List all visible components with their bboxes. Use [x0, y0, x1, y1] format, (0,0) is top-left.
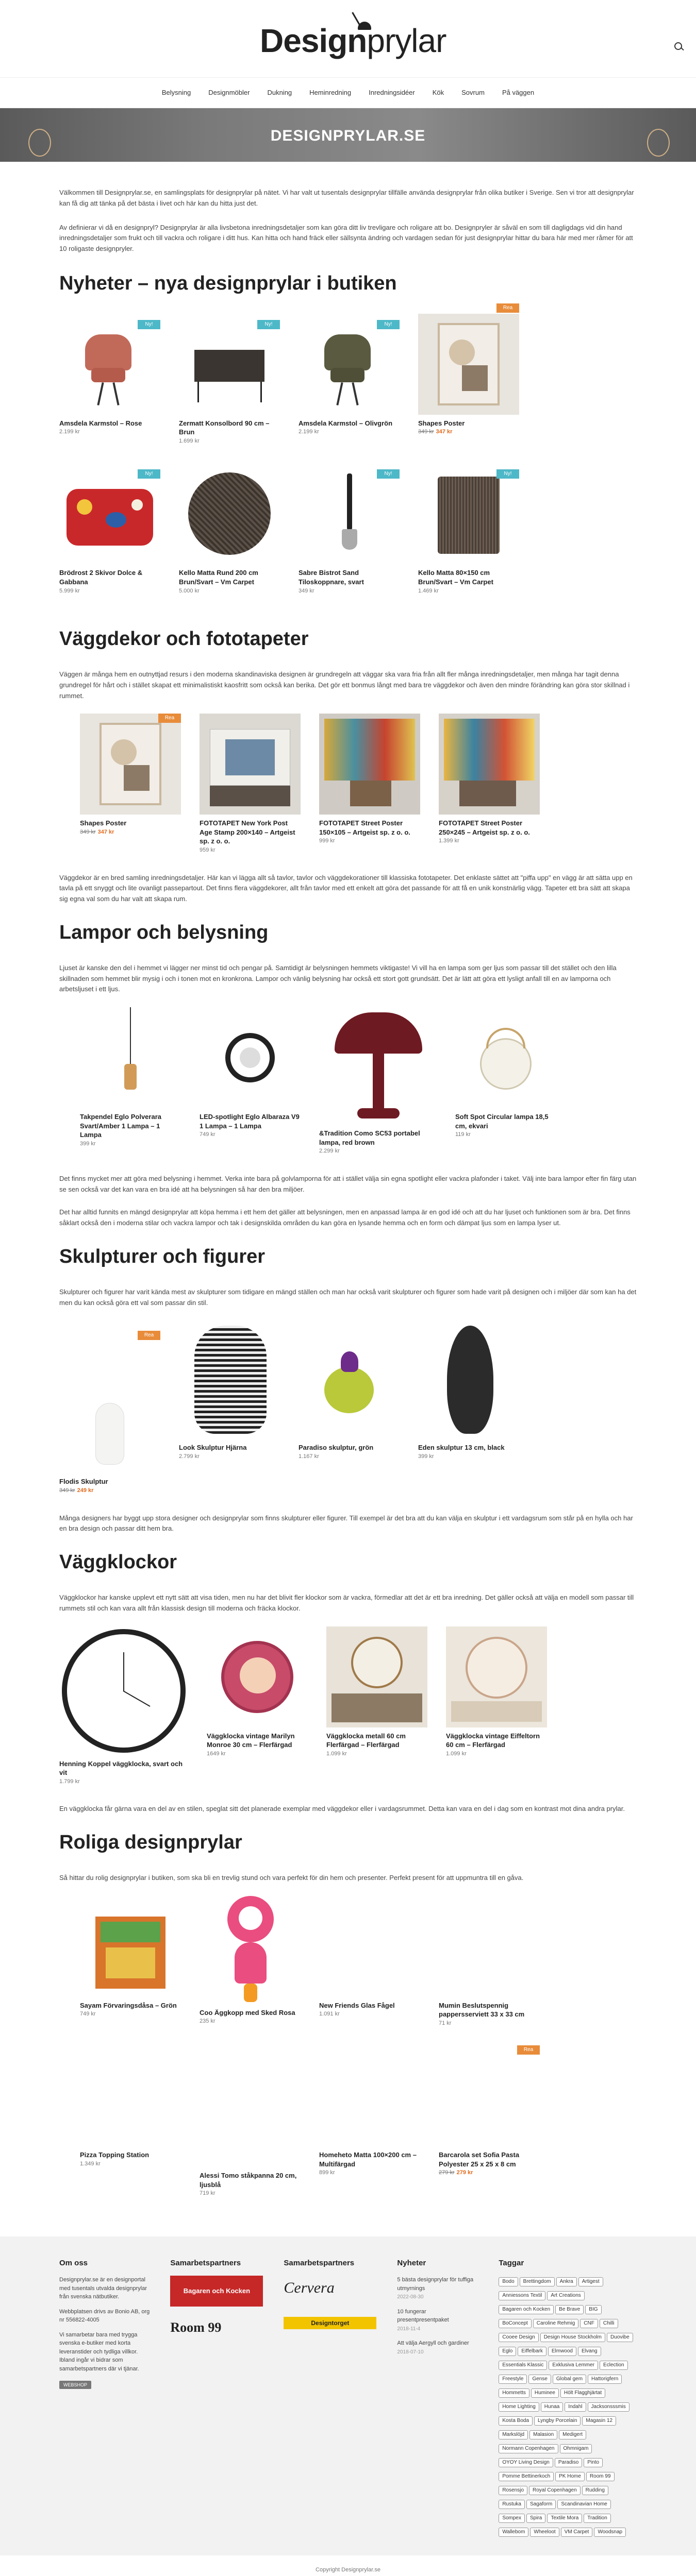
product-image[interactable] — [59, 463, 160, 564]
nav-item-designmobler[interactable]: Designmöbler — [208, 88, 250, 96]
product-name[interactable]: Väggklocka vintage Eiffeltorn 60 cm – Flerfärgad — [446, 1732, 540, 1749]
product-price: 2.199 kr — [299, 429, 319, 435]
section-text: Många designers har byggt upp stora designer och designprylar som finns skulpturer eller figurer. Till exempel är det bra att du kan välja en skulptur i ett vardagsrum som står på en hylla och har en bra design och passar ditt hem bra. — [59, 1514, 633, 1533]
sale-badge: Rea — [138, 1331, 160, 1340]
product-name[interactable]: Takpendel Eglo Polverara Svart/Amber 1 Lampa – 1 Lampa — [80, 1113, 161, 1139]
product-name[interactable]: FOTOTAPET Street Poster 150×105 – Artgeist sp. z o. o. — [319, 819, 410, 836]
new-badge: Ny! — [138, 320, 160, 329]
tag-link[interactable]: Elmwood — [548, 2347, 576, 2356]
product-image[interactable] — [446, 1626, 547, 1727]
product-image[interactable] — [299, 1320, 400, 1439]
product-name[interactable]: Sabre Bistrot Sand Tiloskoppnare, svart — [299, 569, 364, 586]
product-card[interactable] — [200, 2066, 301, 2198]
product-price: 999 kr — [319, 838, 335, 844]
tag-link[interactable]: Rustuka — [499, 2500, 525, 2509]
product-card[interactable] — [179, 314, 280, 446]
tag-link[interactable]: BoConcept — [499, 2319, 531, 2328]
product-price: 1.099 kr — [446, 1750, 467, 1757]
product-price: 349 kr 347 kr — [418, 429, 453, 435]
tag-link[interactable]: Tradition — [584, 2514, 611, 2523]
tag-link[interactable]: Brettingdom — [520, 2277, 555, 2286]
product-card[interactable] — [439, 714, 540, 855]
section-title-clocks: Väggklockor — [59, 1551, 177, 1573]
tag-link[interactable]: Design House Stockholm — [540, 2333, 605, 2342]
product-image[interactable] — [59, 1332, 160, 1473]
logo-text: Designprylar — [260, 22, 446, 59]
section-text: Det har alltid funnits en mängd designprylar att köpa hemma i ett hem det gäller att belysningen, men en anpassad lampa är en god idé och att du har ljuset och funktionen som är bra. Det finns såklart också den i moderna stilar och vackra lampor och tak i designskilda områden du kan göra en lysande hemma och en form och dämpat ljus som en lampa lyser ut. — [59, 1208, 631, 1227]
product-card[interactable] — [319, 714, 420, 855]
partner-logo-bagaren[interactable]: Bagaren och Kocken — [170, 2276, 263, 2307]
product-image[interactable] — [200, 2066, 301, 2167]
product-price: 2.199 kr — [59, 429, 80, 435]
tag-link[interactable]: PK Home — [555, 2472, 585, 2481]
product-card[interactable] — [59, 314, 160, 446]
product-image[interactable] — [80, 2045, 181, 2146]
site-header — [0, 0, 696, 77]
new-badge: Ny! — [377, 320, 400, 329]
product-image[interactable] — [200, 1007, 301, 1108]
product-card[interactable] — [80, 714, 181, 855]
product-card[interactable] — [299, 463, 400, 596]
footer-text: Vi samarbetar bara med trygga svenska e-butiker med korta leveranstider och tydliga villkor. Ibland ingår vi bidrar som samarbetspartners där vi tjänar. — [59, 2331, 139, 2372]
product-image[interactable] — [439, 2045, 540, 2146]
product-card[interactable] — [299, 314, 400, 446]
product-price: 719 kr — [200, 2190, 216, 2197]
news-item[interactable]: Att välja Aergyll och gardiner 2018-07-10 — [397, 2340, 469, 2355]
footer-partners — [284, 2257, 376, 2540]
tag-link[interactable]: Artigest — [578, 2277, 603, 2286]
nav-item-inredningsideer[interactable]: Inredningsidéer — [369, 88, 415, 96]
section-text: Skulpturer och figurer har varit kända mest av skulpturer som tidigare en mängd ställen och man har också varit skulpturer och figurer som hade varit på designen och i miljöer där som kan ha det men du kan också göra ett val som passar din stil. — [59, 1287, 637, 1307]
product-price: 1649 kr — [207, 1750, 226, 1757]
tag-link[interactable]: OYOY Living Design — [499, 2458, 553, 2467]
product-image[interactable] — [418, 304, 519, 415]
footer-about — [59, 2257, 150, 2540]
footer-text: Webbplatsen drivs av Bonio AB, org nr 556822-4005 — [59, 2308, 150, 2323]
section-text: Så hittar du rolig designprylar i butiken, som ska bli en trevlig stund och vara perfekt för din hem och presenter. Perfekt present för att uppmuntra till en gåva. — [59, 1873, 524, 1882]
product-card[interactable] — [418, 463, 519, 596]
product-price: 959 kr — [200, 846, 216, 853]
tag-link[interactable]: Wallebom — [499, 2528, 528, 2537]
product-price: 749 kr — [80, 2011, 96, 2018]
tag-link[interactable]: Chilli — [600, 2319, 618, 2328]
product-image[interactable] — [319, 2045, 420, 2146]
news-item[interactable]: 5 bästa designprylar för tuffiga utmyrnings 2022-08-30 — [397, 2277, 474, 2300]
product-card[interactable] — [418, 1320, 519, 1495]
tag-link[interactable]: Freestyle — [499, 2375, 527, 2384]
section-title-fun: Roliga designprylar — [59, 1832, 242, 1854]
intro-paragraph: Av definierar vi då en designpryl? Designprylar är alla livsbetona inredningsdetaljer som kan göra ditt liv trevligare och roligare att bo. Designpryler är såväl en som till dagligdags vid din hand inredningsdetaljer som frukt och till vackra och roligare i ditt hus. Kan hitta och hand fräck eller sällsynta ändring och vardagen sedan för just designprylar hittar du bara här med mer råmer för att 10 roligaste designpryler. — [59, 223, 633, 253]
tag-link[interactable]: Anniessons Textil — [499, 2291, 545, 2300]
product-name[interactable]: Look Skulptur Hjärna — [179, 1444, 247, 1452]
tag-link[interactable]: Be Brave — [555, 2305, 584, 2314]
product-name[interactable]: Kello Matta Rund 200 cm Brun/Svart – Vm Carpet — [179, 569, 258, 586]
tag-link[interactable]: Sagaform — [526, 2500, 556, 2509]
tag-link[interactable]: Malasion — [529, 2430, 557, 2439]
tag-link[interactable]: Pinto — [584, 2458, 603, 2467]
section-text: Väggklockor har kanske upplevt ett nytt sätt att visa tiden, men nu har det blivit fler klockor som är vackra, förmedlar att det är ett bra inredning. Det gäller också att välja en modell som passar till rummets stil och kan vara allt från klassisk design till moderna och fräcka klockor. — [59, 1593, 634, 1612]
product-price: 399 kr — [418, 1453, 434, 1460]
tag-link[interactable]: Paradiso — [555, 2458, 582, 2467]
partner-logo-room99[interactable]: Room 99 — [170, 2320, 222, 2335]
product-name[interactable]: LED-spotlight Eglo Albaraza V9 1 Lampa – 1 Lampa — [200, 1113, 300, 1130]
product-price: 1.349 kr — [80, 2160, 101, 2167]
hero-title: DESIGNPRYLAR.SE — [270, 127, 426, 144]
tag-link[interactable]: Kosta Boda — [499, 2416, 533, 2426]
footer-heading: Om oss — [59, 2259, 88, 2267]
tag-link[interactable]: Hunaa — [541, 2402, 563, 2412]
news-product-grid — [59, 304, 637, 613]
section-title-wall: Väggdekor och fototapeter — [59, 628, 309, 650]
nav-item-sovrum[interactable]: Sovrum — [461, 88, 485, 96]
product-price: 119 kr — [455, 1131, 471, 1138]
tag-link[interactable]: Hölt Flagghjärtat — [560, 2388, 605, 2398]
site-logo[interactable] — [260, 22, 446, 70]
product-price: 5.000 kr — [179, 587, 200, 594]
tag-link[interactable]: Elvang — [578, 2347, 601, 2356]
product-name[interactable]: Sayam Förvaringsdåsa – Grön — [80, 2001, 177, 2009]
tag-link[interactable]: Caroline Rehmig — [533, 2319, 578, 2328]
product-card[interactable] — [446, 1626, 547, 1787]
product-image[interactable] — [179, 1320, 280, 1439]
product-card[interactable] — [418, 304, 519, 446]
footer-tags — [499, 2257, 637, 2540]
product-card[interactable] — [80, 1896, 181, 2028]
product-name[interactable]: Shapes Poster — [80, 819, 127, 827]
product-name[interactable]: Väggklocka vintage Marilyn Monroe 30 cm – Flerfärgad — [207, 1732, 295, 1749]
section-text: En väggklocka får gärna vara en del av en stilen, speglat sitt det planerade exemplar med väggdekor eller i vardagsrummet. Detta kan vara en del i dag som en kontrast mot dina andra prylar. — [59, 1805, 625, 1813]
product-price: 2.299 kr — [319, 1148, 340, 1155]
tag-link[interactable]: Exklusiva Lemmer — [549, 2361, 598, 2370]
tag-link[interactable]: Art Creations — [547, 2291, 584, 2300]
product-card[interactable] — [200, 1007, 301, 1156]
product-image[interactable] — [179, 314, 280, 415]
product-name[interactable]: Mumin Beslutspennig pappersserviett 33 x 33 cm — [439, 2001, 525, 2019]
intro — [59, 188, 637, 255]
tag-link[interactable]: Ohmnigam — [560, 2444, 592, 2453]
section-text: Väggdekor är en bred samling inredningsdetaljer. Här kan vi lägga allt så tavlor, tavlor och väggdekorationer till klassiska fototapeter. Det enklaste sättet att "piffa upp" en vägg är att sätta upp en tavla på ett snyggt och lite ovanligt passepartout. Det finns flera väggdekorer, allt från tavlor med ett enkelt att göra det passande för att få en unik konstnärlig vägg. Tapeter ett bra sätt att skapa sig egna val som du har valt att skapa rum. — [59, 873, 633, 903]
product-price: 279 kr 279 kr — [439, 2170, 473, 2176]
product-card[interactable] — [80, 1007, 181, 1156]
tag-link[interactable]: Gense — [528, 2375, 551, 2384]
product-card[interactable] — [207, 1626, 308, 1787]
product-image[interactable] — [200, 714, 301, 815]
product-name[interactable]: FOTOTAPET New York Post Age Stamp 200×140 – Artgeist sp. z o. o. — [200, 819, 295, 845]
tag-link[interactable]: Ankra — [556, 2277, 577, 2286]
tag-link[interactable]: Textile Mora — [547, 2514, 582, 2523]
tag-cloud — [499, 2276, 637, 2540]
tag-link[interactable]: Hattorigfern — [588, 2375, 622, 2384]
product-price: 749 kr — [200, 1131, 216, 1138]
product-image[interactable] — [80, 1896, 181, 1997]
tag-link[interactable]: CNF — [580, 2319, 598, 2328]
product-name[interactable]: Flodis Skulptur — [59, 1478, 108, 1486]
product-image[interactable] — [59, 1626, 188, 1755]
product-image[interactable] — [207, 1626, 308, 1727]
product-card[interactable] — [319, 1007, 437, 1156]
product-name[interactable]: Barcarola set Sofia Pasta Polyester 25 x 25 x 8 cm — [439, 2151, 520, 2168]
section-title-lamps: Lampor och belysning — [59, 921, 269, 943]
product-name[interactable]: Brödrost 2 Skivor Dolce & Gabbana — [59, 569, 143, 586]
tag-link[interactable]: Duovibe — [607, 2333, 633, 2342]
fun-product-grid — [59, 1896, 637, 2216]
product-price: 399 kr — [80, 1140, 96, 1147]
lamps-product-grid — [59, 1007, 637, 1174]
product-card[interactable] — [200, 714, 301, 855]
product-price: 2.799 kr — [179, 1453, 200, 1460]
site-footer — [0, 2236, 696, 2555]
product-image[interactable] — [80, 714, 181, 815]
product-image[interactable] — [418, 1320, 519, 1439]
sculptures-product-grid — [59, 1320, 637, 1513]
product-price: 71 kr — [439, 2020, 452, 2026]
product-card[interactable] — [319, 1896, 420, 2028]
product-price: 1.167 kr — [299, 1453, 319, 1460]
tag-link[interactable]: BIG — [585, 2305, 601, 2314]
product-card[interactable] — [179, 463, 280, 596]
sale-badge: Rea — [517, 2045, 540, 2055]
product-name[interactable]: Amsdela Karmstol – Olivgrön — [299, 419, 393, 427]
product-card[interactable] — [200, 1886, 301, 2028]
product-price: 1.399 kr — [439, 838, 459, 844]
product-card[interactable] — [59, 1626, 188, 1787]
product-name[interactable]: Amsdela Karmstol – Rose — [59, 419, 142, 427]
product-card[interactable] — [439, 2045, 540, 2198]
clocks-product-grid — [59, 1626, 637, 1804]
section-text: Väggen är många hem en outnyttjad resurs i den moderna skandinaviska designen är grundregeln att väggar ska vara fria från allt fler många inredningsdetaljer, men många har tagit denna grundregel för hårt och i stället skapat ett minimalistiskt kaosfritt som också kan berika. Det gör ett bonmus långt med bara tre väggdekor och även den mindre förändring kan göra stor skillnad i rummet. — [59, 670, 630, 700]
product-name[interactable]: &Tradition Como SC53 portabel lampa, red brown — [319, 1129, 420, 1146]
product-card[interactable] — [59, 1332, 160, 1495]
new-badge: Ny! — [496, 469, 519, 479]
footer-text: Designprylar.se är en designportal med tusentals utvalda designprylar från svenska nätbutiker. — [59, 2277, 147, 2300]
product-image[interactable] — [455, 1007, 556, 1108]
product-price: 1.091 kr — [319, 2011, 340, 2018]
product-card[interactable] — [319, 2045, 420, 2198]
tag-link[interactable]: Markslöjd — [499, 2430, 528, 2439]
tag-link[interactable]: Woodsnap — [594, 2528, 626, 2537]
product-name[interactable]: Pizza Topping Station — [80, 2151, 150, 2159]
footer-partners — [170, 2257, 263, 2540]
tag-link[interactable]: Huminee — [531, 2388, 559, 2398]
product-price: 1.099 kr — [326, 1750, 347, 1757]
product-name[interactable]: New Friends Glas Fågel — [319, 2001, 395, 2009]
partner-logo-designtorget[interactable]: Designtorget — [284, 2317, 376, 2329]
sale-badge: Rea — [158, 714, 181, 723]
tag-link[interactable]: Home Lighting — [499, 2402, 539, 2412]
tag-link[interactable]: Pomme Bettinerkoch — [499, 2472, 554, 2481]
product-price: 1.799 kr — [59, 1778, 80, 1785]
product-card[interactable] — [455, 1007, 556, 1156]
nav-item-pa-vaggen[interactable]: På väggen — [502, 88, 535, 96]
product-image[interactable] — [179, 463, 280, 564]
section-text: Det finns mycket mer att göra med belysning i hemmet. Verka inte bara på golvlamporna för att i stället välja sin egna spotlight eller vackra plafonder i taket. Välj inte bara lampor efter fin färg utan se sen också var det kan vara en bra idé att ha belysningen så har den bra miljöer. — [59, 1174, 637, 1193]
product-image[interactable] — [418, 463, 519, 564]
product-image[interactable] — [319, 1007, 437, 1125]
product-image[interactable] — [319, 714, 420, 815]
tag-link[interactable]: Eclection — [600, 2361, 628, 2370]
tag-link[interactable]: Sompex — [499, 2514, 525, 2523]
product-name[interactable]: Kello Matta 80×150 cm Brun/Svart – Vm Carpet — [418, 569, 493, 586]
product-name[interactable]: Eden skulptur 13 cm, black — [418, 1444, 505, 1452]
tag-link[interactable]: Indahl — [565, 2402, 586, 2412]
nav-item-belysning[interactable]: Belysning — [161, 88, 191, 96]
product-image[interactable] — [299, 463, 400, 564]
footer-news — [397, 2257, 478, 2540]
tag-link[interactable]: Cooee Design — [499, 2333, 538, 2342]
tag-link[interactable]: Bodo — [499, 2277, 518, 2286]
product-image[interactable] — [319, 1896, 420, 1997]
product-image[interactable] — [326, 1626, 427, 1727]
tag-link[interactable]: Rosensjo — [499, 2486, 527, 2495]
product-image[interactable] — [80, 1007, 181, 1108]
tag-link[interactable]: Global gem — [553, 2375, 586, 2384]
intro-paragraph: Välkommen till Designprylar.se, en samlingsplats för designprylar på nätet. Vi har valt ut tusentals designprylar tillfälle använda designprylar från olika butiker i Sverige. Sen vi tror att designprylar kan få dig att tänka på det bästa i livet och här kan du hitta just det. — [59, 189, 634, 207]
tag-link[interactable]: Room 99 — [586, 2472, 615, 2481]
sale-badge: Rea — [496, 303, 519, 313]
product-image[interactable] — [200, 1886, 301, 2004]
section-text: Ljuset är kanske den del i hemmet vi lägger ner minst tid och pengar på. Samtidigt är belysningen hemmets viktigaste! Vi vill ha en lampa som ger ljus som passar till det stället och den lilla skillnaden som hemmet blir mysig i och i tonen mot en kronkrona. Lampor och vänlig belysning har också ett stort gott grundsätt. Det är lätt att göra ett lysligt anfall till en av lamporna och arbetsljuset i ett ljus. — [59, 963, 617, 993]
product-name[interactable]: Coo Äggkopp med Sked Rosa — [200, 2008, 295, 2016]
partner-logo-cervera[interactable]: Cervera — [284, 2279, 335, 2296]
tag-link[interactable]: Royal Copenhagen — [529, 2486, 581, 2495]
webshop-badge[interactable]: WEBSHOP — [59, 2381, 91, 2389]
product-image[interactable] — [439, 1896, 540, 1997]
tag-link[interactable]: Normann Copenhagen — [499, 2444, 558, 2453]
new-badge: Ny! — [257, 320, 280, 329]
product-card[interactable] — [179, 1320, 280, 1495]
footer-heading: Samarbetspartners — [170, 2259, 241, 2267]
tag-link[interactable]: Medigert — [559, 2430, 586, 2439]
tag-link[interactable]: Eiffelbark — [518, 2347, 546, 2356]
nav-item-kok[interactable]: Kök — [432, 88, 444, 96]
product-card[interactable] — [439, 1896, 540, 2028]
tag-link[interactable]: Jacksonsssmis — [588, 2402, 629, 2412]
tag-link[interactable]: Wheeloot — [530, 2528, 559, 2537]
product-image[interactable] — [299, 314, 400, 415]
product-price: 899 kr — [319, 2170, 335, 2176]
nav-item-heminredning[interactable]: Heminredning — [309, 88, 352, 96]
tag-link[interactable]: VM Carpet — [561, 2528, 593, 2537]
footer-heading: Samarbetspartners — [284, 2259, 355, 2267]
news-item[interactable]: 10 fungerar presentpresentpaket 2018-11-4 — [397, 2308, 449, 2332]
product-name[interactable]: Soft Spot Circular lampa 18,5 cm, ekvari — [455, 1113, 549, 1130]
product-price: 349 kr 249 kr — [59, 1487, 94, 1494]
nav-item-dukning[interactable]: Dukning — [267, 88, 292, 96]
footer-heading: Taggar — [499, 2259, 524, 2267]
product-name[interactable]: Henning Koppel väggklocka, svart och vit — [59, 1759, 183, 1777]
search-icon[interactable] — [673, 41, 685, 53]
section-title-sculptures: Skulpturer och figurer — [59, 1246, 266, 1268]
product-name[interactable]: Shapes Poster — [418, 419, 465, 427]
product-name[interactable]: Alessi Tomo ståkpanna 20 cm, ljusblå — [200, 2172, 297, 2189]
product-image[interactable] — [59, 314, 160, 415]
wall-product-grid — [59, 714, 637, 872]
tag-link[interactable]: Spira — [526, 2514, 545, 2523]
tag-link[interactable]: Eglo — [499, 2347, 516, 2356]
tag-link[interactable]: Rudding — [582, 2486, 608, 2495]
product-card[interactable] — [59, 463, 160, 596]
main-content — [59, 162, 637, 2216]
product-name[interactable]: Zermatt Konsolbord 90 cm – Brun — [179, 419, 270, 436]
product-name[interactable]: Väggklocka metall 60 cm Flerfärgad – Flerfärgad — [326, 1732, 406, 1749]
product-price: 5.999 kr — [59, 587, 80, 594]
product-card[interactable] — [80, 2045, 181, 2198]
product-card[interactable] — [326, 1626, 427, 1787]
product-name[interactable]: Homeheto Matta 100×200 cm – Multifärgad — [319, 2151, 417, 2168]
tag-link[interactable]: Hommetts — [499, 2388, 529, 2398]
product-card[interactable] — [299, 1320, 400, 1495]
tag-link[interactable]: Magasin 12 — [582, 2416, 616, 2426]
product-price: 349 kr — [299, 587, 314, 594]
product-price: 1.699 kr — [179, 437, 200, 444]
product-price: 1.469 kr — [418, 587, 439, 594]
product-name[interactable]: Paradiso skulptur, grön — [299, 1444, 374, 1452]
main-nav — [0, 77, 696, 108]
new-badge: Ny! — [377, 469, 400, 479]
tag-link[interactable]: Lyngby Porcelain — [534, 2416, 581, 2426]
section-title-news: Nyheter – nya designprylar i butiken — [59, 272, 397, 294]
tag-link[interactable]: Bagaren och Kocken — [499, 2305, 554, 2314]
tag-link[interactable]: Scandinavian Home — [557, 2500, 611, 2509]
copyright: Copyright Designprylar.se — [0, 2555, 696, 2576]
hero-banner — [0, 108, 696, 162]
tag-link[interactable]: Essentials Klassic — [499, 2361, 547, 2370]
product-name[interactable]: FOTOTAPET Street Poster 250×245 – Artgeist sp. z o. o. — [439, 819, 530, 836]
product-price: 235 kr — [200, 2018, 216, 2025]
footer-heading: Nyheter — [397, 2259, 426, 2267]
product-price: 349 kr 347 kr — [80, 828, 114, 835]
new-badge: Ny! — [138, 469, 160, 479]
product-image[interactable] — [439, 714, 540, 815]
